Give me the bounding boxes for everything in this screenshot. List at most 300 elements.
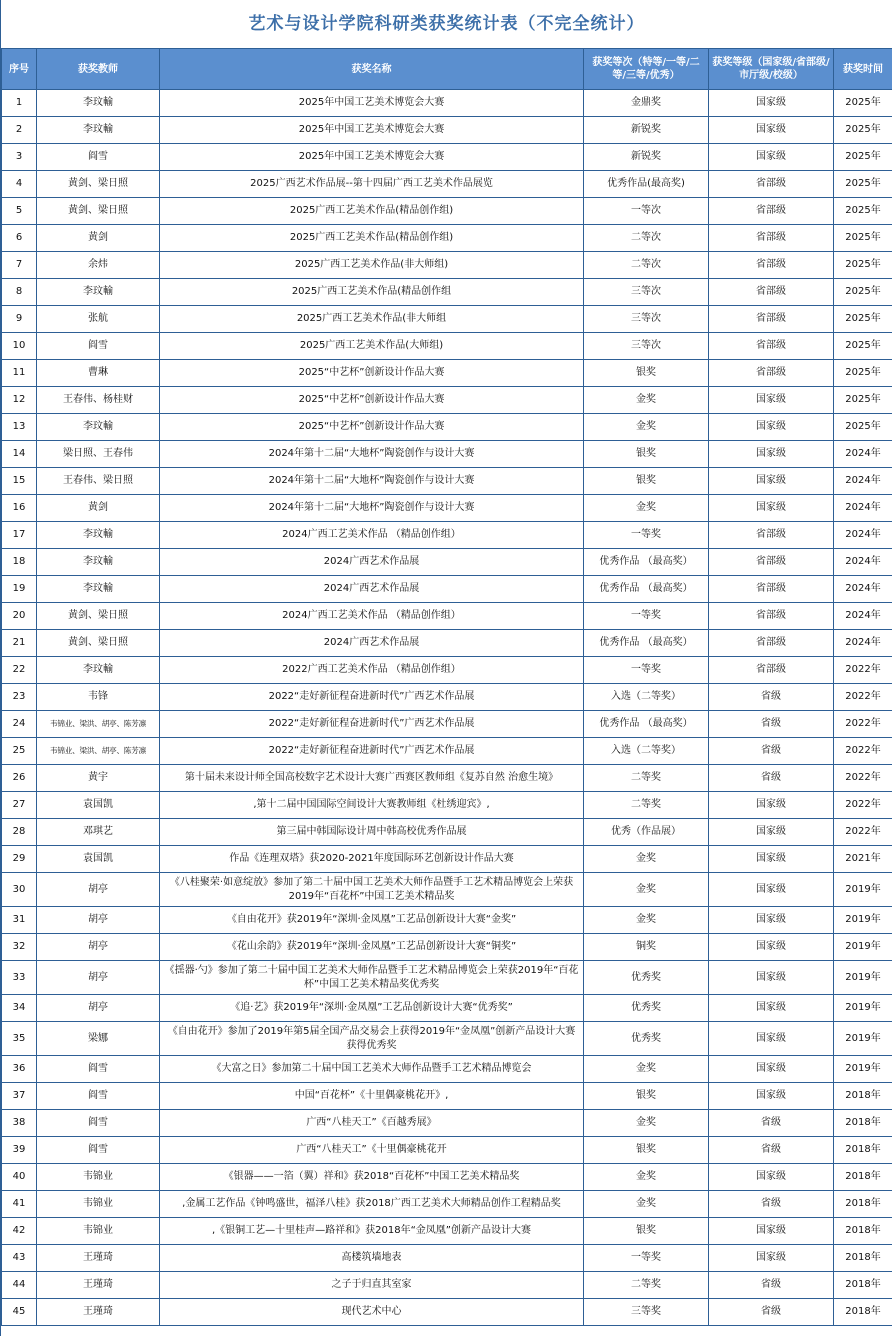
cell-award-year: 2022年: [834, 792, 892, 819]
table-row: [2, 333, 892, 360]
cell-award-rank: 优秀作品(最高奖): [584, 171, 709, 198]
cell-no: 15: [2, 468, 37, 495]
cell-award-level: 省级: [709, 1272, 834, 1299]
cell-award-rank: 金奖: [584, 1164, 709, 1191]
cell-no: 28: [2, 819, 37, 846]
cell-award-year: 2022年: [834, 684, 892, 711]
cell-award-name: 2025“中艺杯”创新设计作品大赛: [160, 387, 584, 414]
cell-award-rank: 金奖: [584, 414, 709, 441]
table-row: [2, 792, 892, 819]
cell-award-level: 国家级: [709, 934, 834, 961]
cell-teacher: 王瑾琦: [37, 1245, 160, 1272]
table-row: [2, 1083, 892, 1110]
cell-award-year: 2025年: [834, 252, 892, 279]
table-row: [2, 576, 892, 603]
cell-no: 22: [2, 657, 37, 684]
cell-award-name: 高楼筑墙地表: [160, 1245, 584, 1272]
cell-award-rank: 入选（二等奖）: [584, 738, 709, 765]
cell-award-year: 2018年: [834, 1164, 892, 1191]
table-row: [2, 171, 892, 198]
table-row: [2, 522, 892, 549]
cell-award-level: 国家级: [709, 846, 834, 873]
cell-no: 23: [2, 684, 37, 711]
cell-no: 35: [2, 1022, 37, 1056]
table-row: [2, 907, 892, 934]
cell-award-name: 《八桂聚荣·如意绽放》参加了第二十届中国工艺美术大师作品暨手工艺术精品博览会上荣获2019年“百花杯”中国工艺美术精品奖: [160, 873, 584, 907]
cell-teacher: 韦锦业: [37, 1218, 160, 1245]
cell-award-name: 2022“走好新征程奋进新时代”广西艺术作品展: [160, 711, 584, 738]
cell-award-name: 《揺器·勺》参加了第二十届中国工艺美术大师作品暨手工艺术精品博览会上荣获2019年“百花杯”中国工艺美术精品奖优秀奖: [160, 961, 584, 995]
cell-teacher: 李玟輸: [37, 549, 160, 576]
cell-award-level: 国家级: [709, 819, 834, 846]
cell-award-year: 2019年: [834, 995, 892, 1022]
cell-award-rank: 银奖: [584, 1137, 709, 1164]
cell-teacher: 韦锋: [37, 684, 160, 711]
cell-teacher: 阎雪: [37, 144, 160, 171]
cell-award-year: 2025年: [834, 198, 892, 225]
cell-teacher: 阎雪: [37, 1137, 160, 1164]
cell-no: 39: [2, 1137, 37, 1164]
cell-award-year: 2019年: [834, 934, 892, 961]
cell-teacher: 胡亭: [37, 934, 160, 961]
cell-award-name: 2025“中艺杯”创新设计作品大赛: [160, 414, 584, 441]
cell-award-rank: 三等次: [584, 306, 709, 333]
cell-no: 44: [2, 1272, 37, 1299]
table-row: [2, 1056, 892, 1083]
cell-teacher: 梁娜: [37, 1022, 160, 1056]
table-row: [2, 414, 892, 441]
cell-teacher: 胡亭: [37, 907, 160, 934]
cell-award-year: 2024年: [834, 630, 892, 657]
cell-award-name: 2025广西工艺美术作品(大师组): [160, 333, 584, 360]
cell-award-rank: 银奖: [584, 1218, 709, 1245]
cell-teacher: 袁国凯: [37, 792, 160, 819]
cell-teacher: 曹琳: [37, 360, 160, 387]
cell-award-name: 2022“走好新征程奋进新时代”广西艺术作品展: [160, 684, 584, 711]
cell-award-name: 2024广西工艺美术作品 （精品创作组）: [160, 522, 584, 549]
cell-award-year: 2024年: [834, 441, 892, 468]
cell-teacher: 黄剑: [37, 225, 160, 252]
table-row: [2, 1022, 892, 1056]
cell-award-level: 国家级: [709, 1056, 834, 1083]
cell-teacher: 胡亭: [37, 995, 160, 1022]
cell-no: 26: [2, 765, 37, 792]
cell-teacher: 阎雪: [37, 1110, 160, 1137]
cell-award-name: 2025广西工艺美术作品(非大师组): [160, 252, 584, 279]
cell-award-level: 国家级: [709, 441, 834, 468]
cell-award-name: 2025年中国工艺美术博览会大赛: [160, 144, 584, 171]
cell-award-name: 2022“走好新征程奋进新时代”广西艺术作品展: [160, 738, 584, 765]
cell-award-rank: 金奖: [584, 1110, 709, 1137]
cell-no: 33: [2, 961, 37, 995]
cell-award-rank: 银奖: [584, 360, 709, 387]
cell-no: 12: [2, 387, 37, 414]
cell-award-level: 省部级: [709, 198, 834, 225]
cell-teacher: 阎雪: [37, 333, 160, 360]
table-row: [2, 225, 892, 252]
cell-award-year: 2022年: [834, 819, 892, 846]
cell-no: 32: [2, 934, 37, 961]
cell-award-rank: 金奖: [584, 1191, 709, 1218]
cell-award-year: 2024年: [834, 549, 892, 576]
table-row: [2, 1245, 892, 1272]
cell-teacher: 黄剑、梁日照: [37, 630, 160, 657]
cell-award-name: 2024广西工艺美术作品 （精品创作组）: [160, 603, 584, 630]
table-row: [2, 846, 892, 873]
cell-award-level: 省部级: [709, 333, 834, 360]
cell-award-name: 《花山余韵》获2019年“深圳·金凤凰”工艺品创新设计大赛“铜奖”: [160, 934, 584, 961]
cell-award-year: 2024年: [834, 576, 892, 603]
cell-award-rank: 一等次: [584, 198, 709, 225]
cell-award-rank: 银奖: [584, 468, 709, 495]
cell-teacher: 黄宇: [37, 765, 160, 792]
cell-teacher: 李玟輸: [37, 90, 160, 117]
table-row: [2, 387, 892, 414]
cell-no: 1: [2, 90, 37, 117]
cell-award-rank: 金奖: [584, 495, 709, 522]
cell-teacher: 王瑾琦: [37, 1299, 160, 1326]
cell-award-level: 省部级: [709, 225, 834, 252]
cell-no: 31: [2, 907, 37, 934]
cell-teacher: 李玟輸: [37, 414, 160, 441]
cell-no: 6: [2, 225, 37, 252]
cell-award-name: 广西“八桂天工”《十里偶豪桃花开: [160, 1137, 584, 1164]
cell-award-level: 国家级: [709, 90, 834, 117]
cell-award-level: 国家级: [709, 907, 834, 934]
table-row: [2, 961, 892, 995]
cell-award-name: 《自由花开》获2019年“深圳·金凤凰”工艺品创新设计大赛“金奖”: [160, 907, 584, 934]
cell-award-level: 省部级: [709, 252, 834, 279]
cell-no: 21: [2, 630, 37, 657]
cell-award-rank: 一等奖: [584, 603, 709, 630]
cell-no: 43: [2, 1245, 37, 1272]
cell-teacher: 韦锦业、梁洪、胡亭、陈芳凛: [37, 738, 160, 765]
cell-award-level: 国家级: [709, 495, 834, 522]
cell-award-rank: 优秀奖: [584, 1022, 709, 1056]
cell-award-rank: 优秀作品 （最高奖）: [584, 576, 709, 603]
cell-no: 3: [2, 144, 37, 171]
cell-teacher: 黄剑、梁日照: [37, 198, 160, 225]
cell-teacher: 韦锦业、梁洪、胡亭、陈芳凛: [37, 711, 160, 738]
cell-award-year: 2018年: [834, 1299, 892, 1326]
cell-award-rank: 二等奖: [584, 765, 709, 792]
table-row: [2, 684, 892, 711]
cell-award-name: 《自由花开》参加了2019年第5届全国产品交易会上获得2019年“金凤凰”创新产品设计大赛获得优秀奖: [160, 1022, 584, 1056]
table-row: [2, 360, 892, 387]
cell-award-year: 2022年: [834, 657, 892, 684]
cell-award-name: 第三届中韩国际设计周中韩高校优秀作品展: [160, 819, 584, 846]
cell-award-level: 省级: [709, 1191, 834, 1218]
cell-no: 2: [2, 117, 37, 144]
cell-award-name: 2024年第十二届“大地杯”陶瓷创作与设计大赛: [160, 468, 584, 495]
cell-award-name: 中国“百花杯”《十里偶豪桃花开》,: [160, 1083, 584, 1110]
cell-award-year: 2025年: [834, 225, 892, 252]
cell-award-level: 国家级: [709, 1022, 834, 1056]
cell-award-level: 省部级: [709, 171, 834, 198]
cell-award-level: 国家级: [709, 792, 834, 819]
cell-award-level: 国家级: [709, 1245, 834, 1272]
cell-award-year: 2024年: [834, 468, 892, 495]
cell-award-rank: 二等次: [584, 252, 709, 279]
cell-award-rank: 优秀奖: [584, 995, 709, 1022]
cell-award-level: 省级: [709, 1299, 834, 1326]
cell-teacher: 梁日照、王春伟: [37, 441, 160, 468]
cell-no: 36: [2, 1056, 37, 1083]
sheet-title: 艺术与设计学院科研类获奖统计表（不完全统计）: [248, 14, 645, 34]
column-header-award-level: 获奖等级（国家级/省部级/市厅级/校级）: [709, 49, 834, 90]
cell-no: 30: [2, 873, 37, 907]
cell-no: 29: [2, 846, 37, 873]
table-row: [2, 711, 892, 738]
table-row: [2, 995, 892, 1022]
column-header-award-rank: 获奖等次（特等/一等/二等/三等/优秀）: [584, 49, 709, 90]
cell-no: 11: [2, 360, 37, 387]
cell-no: 20: [2, 603, 37, 630]
cell-no: 14: [2, 441, 37, 468]
table-row: [2, 198, 892, 225]
cell-award-rank: 金奖: [584, 387, 709, 414]
cell-award-name: 《大富之日》参加第二十届中国工艺美术大师作品暨手工艺术精品博览会: [160, 1056, 584, 1083]
cell-award-rank: 二等奖: [584, 792, 709, 819]
cell-teacher: 王瑾琦: [37, 1272, 160, 1299]
cell-award-level: 省级: [709, 765, 834, 792]
cell-award-rank: 一等奖: [584, 1245, 709, 1272]
table-row: [2, 549, 892, 576]
cell-award-name: ,《银铜工艺—十里桂声—路祥和》获2018年“金凤凰”创新产品设计大赛: [160, 1218, 584, 1245]
cell-award-rank: 金鼎奖: [584, 90, 709, 117]
column-header-no: 序号: [2, 49, 37, 90]
cell-award-year: 2024年: [834, 495, 892, 522]
cell-teacher: 胡亭: [37, 961, 160, 995]
cell-award-rank: 一等奖: [584, 657, 709, 684]
cell-teacher: 余炜: [37, 252, 160, 279]
table-row: [2, 1137, 892, 1164]
cell-award-name: 2025“中艺杯”创新设计作品大赛: [160, 360, 584, 387]
table-row: [2, 495, 892, 522]
cell-award-name: 2025广西工艺美术作品(精品创作组): [160, 198, 584, 225]
cell-no: 41: [2, 1191, 37, 1218]
cell-award-rank: 三等次: [584, 333, 709, 360]
cell-award-rank: 一等奖: [584, 522, 709, 549]
cell-award-level: 省部级: [709, 522, 834, 549]
cell-teacher: 黄剑、梁日照: [37, 603, 160, 630]
cell-award-name: 《追·艺》获2019年“深圳·金凤凰”工艺品创新设计大赛“优秀奖”: [160, 995, 584, 1022]
table-row: [2, 873, 892, 907]
cell-award-year: 2019年: [834, 1056, 892, 1083]
cell-award-year: 2025年: [834, 387, 892, 414]
cell-award-level: 国家级: [709, 995, 834, 1022]
cell-award-rank: 优秀作品 （最高奖）: [584, 630, 709, 657]
cell-award-rank: 优秀作品 （最高奖）: [584, 549, 709, 576]
cell-award-level: 省级: [709, 684, 834, 711]
cell-no: 37: [2, 1083, 37, 1110]
cell-award-rank: 新锐奖: [584, 117, 709, 144]
cell-teacher: 阎雪: [37, 1083, 160, 1110]
cell-award-year: 2018年: [834, 1272, 892, 1299]
cell-teacher: 王春伟、杨桂财: [37, 387, 160, 414]
cell-teacher: 黄剑: [37, 495, 160, 522]
table-row: [2, 1164, 892, 1191]
cell-award-rank: 金奖: [584, 1056, 709, 1083]
table-row: [2, 738, 892, 765]
cell-award-year: 2024年: [834, 522, 892, 549]
column-header-award-year: 获奖时间: [834, 49, 892, 90]
cell-award-year: 2025年: [834, 117, 892, 144]
cell-no: 25: [2, 738, 37, 765]
cell-award-rank: 优秀奖: [584, 961, 709, 995]
cell-no: 38: [2, 1110, 37, 1137]
cell-award-name: 作品《连理双塔》获2020-2021年度国际环艺创新设计作品大赛: [160, 846, 584, 873]
cell-no: 9: [2, 306, 37, 333]
cell-award-level: 省级: [709, 738, 834, 765]
cell-award-name: ,金属工艺作品《钟鸣盛世，福泽八桂》获2018广西工艺美术大师精品创作工程精品奖: [160, 1191, 584, 1218]
cell-award-level: 省部级: [709, 279, 834, 306]
cell-award-name: 2024年第十二届“大地杯”陶瓷创作与设计大赛: [160, 441, 584, 468]
table-row: [2, 1272, 892, 1299]
cell-award-level: 国家级: [709, 1083, 834, 1110]
cell-teacher: 阎雪: [37, 1056, 160, 1083]
cell-award-level: 省部级: [709, 630, 834, 657]
cell-award-name: 现代艺术中心: [160, 1299, 584, 1326]
cell-award-year: 2025年: [834, 306, 892, 333]
cell-award-year: 2025年: [834, 144, 892, 171]
cell-award-level: 省部级: [709, 549, 834, 576]
cell-award-name: 2022广西工艺美术作品 （精品创作组）: [160, 657, 584, 684]
table-row: [2, 90, 892, 117]
cell-teacher: 李玟輸: [37, 522, 160, 549]
table-row: [2, 819, 892, 846]
cell-no: 45: [2, 1299, 37, 1326]
cell-award-level: 国家级: [709, 117, 834, 144]
cell-award-rank: 金奖: [584, 907, 709, 934]
cell-no: 17: [2, 522, 37, 549]
cell-award-year: 2025年: [834, 414, 892, 441]
cell-award-level: 国家级: [709, 1218, 834, 1245]
cell-award-name: 2024广西艺术作品展: [160, 630, 584, 657]
table-row: [2, 765, 892, 792]
cell-award-year: 2018年: [834, 1218, 892, 1245]
cell-award-level: 国家级: [709, 468, 834, 495]
cell-award-rank: 银奖: [584, 1083, 709, 1110]
cell-no: 42: [2, 1218, 37, 1245]
award-table: [1, 48, 892, 1326]
cell-award-year: 2018年: [834, 1137, 892, 1164]
table-row: [2, 117, 892, 144]
cell-award-level: 省部级: [709, 603, 834, 630]
cell-award-rank: 金奖: [584, 873, 709, 907]
cell-award-year: 2018年: [834, 1110, 892, 1137]
cell-award-year: 2018年: [834, 1245, 892, 1272]
cell-award-level: 省部级: [709, 360, 834, 387]
cell-teacher: 李玟輸: [37, 117, 160, 144]
cell-teacher: 袁国凯: [37, 846, 160, 873]
cell-award-year: 2022年: [834, 711, 892, 738]
table-row: [2, 657, 892, 684]
header-row: [2, 49, 892, 90]
table-row: [2, 630, 892, 657]
cell-teacher: 李玟輸: [37, 279, 160, 306]
cell-award-year: 2019年: [834, 873, 892, 907]
cell-teacher: 李玟輸: [37, 576, 160, 603]
table-row: [2, 468, 892, 495]
table-body: [2, 90, 892, 1326]
cell-award-rank: 二等次: [584, 225, 709, 252]
cell-award-level: 省部级: [709, 576, 834, 603]
table-row: [2, 934, 892, 961]
column-header-award-name: 获奖名称: [160, 49, 584, 90]
cell-award-level: 省级: [709, 1137, 834, 1164]
cell-award-year: 2025年: [834, 333, 892, 360]
cell-award-year: 2022年: [834, 765, 892, 792]
cell-no: 4: [2, 171, 37, 198]
cell-award-level: 国家级: [709, 144, 834, 171]
cell-award-name: 2025年中国工艺美术博览会大赛: [160, 117, 584, 144]
cell-award-level: 省部级: [709, 306, 834, 333]
column-header-teacher: 获奖教师: [37, 49, 160, 90]
cell-award-level: 国家级: [709, 873, 834, 907]
cell-award-name: ,第十二届中国国际空间设计大赛教师组《杜绣迎宾》,: [160, 792, 584, 819]
cell-no: 16: [2, 495, 37, 522]
table-row: [2, 252, 892, 279]
cell-award-name: 2025广西工艺美术作品(精品创作组): [160, 225, 584, 252]
cell-award-year: 2019年: [834, 961, 892, 995]
cell-award-year: 2018年: [834, 1191, 892, 1218]
table-row: [2, 1299, 892, 1326]
cell-no: 10: [2, 333, 37, 360]
cell-no: 18: [2, 549, 37, 576]
cell-award-year: 2018年: [834, 1083, 892, 1110]
cell-award-level: 省部级: [709, 657, 834, 684]
table-row: [2, 1110, 892, 1137]
cell-award-level: 国家级: [709, 1164, 834, 1191]
cell-teacher: 王春伟、梁日照: [37, 468, 160, 495]
cell-award-level: 省级: [709, 1110, 834, 1137]
cell-no: 13: [2, 414, 37, 441]
cell-no: 7: [2, 252, 37, 279]
cell-award-name: 2025广西工艺美术作品(精品创作组: [160, 279, 584, 306]
cell-teacher: 韦锦业: [37, 1191, 160, 1218]
cell-award-year: 2019年: [834, 907, 892, 934]
cell-award-rank: 优秀作品 （最高奖）: [584, 711, 709, 738]
cell-award-name: 2025年中国工艺美术博览会大赛: [160, 90, 584, 117]
cell-award-level: 国家级: [709, 387, 834, 414]
cell-award-name: 《银器——一箔（翼）祥和》获2018“百花杯”中国工艺美术精品奖: [160, 1164, 584, 1191]
cell-no: 5: [2, 198, 37, 225]
cell-award-year: 2025年: [834, 360, 892, 387]
cell-award-rank: 三等奖: [584, 1299, 709, 1326]
cell-award-rank: 金奖: [584, 846, 709, 873]
table-row: [2, 144, 892, 171]
cell-award-name: 2024广西艺术作品展: [160, 576, 584, 603]
cell-no: 34: [2, 995, 37, 1022]
table-row: [2, 1191, 892, 1218]
cell-award-rank: 银奖: [584, 441, 709, 468]
cell-award-name: 2024广西艺术作品展: [160, 549, 584, 576]
table-row: [2, 306, 892, 333]
cell-award-name: 2024年第十二届“大地杯”陶瓷创作与设计大赛: [160, 495, 584, 522]
cell-award-rank: 三等次: [584, 279, 709, 306]
cell-award-rank: 铜奖: [584, 934, 709, 961]
table-row: [2, 279, 892, 306]
cell-award-rank: 新锐奖: [584, 144, 709, 171]
cell-award-year: 2022年: [834, 738, 892, 765]
cell-no: 27: [2, 792, 37, 819]
cell-no: 24: [2, 711, 37, 738]
cell-award-year: 2021年: [834, 846, 892, 873]
cell-teacher: 邓琪艺: [37, 819, 160, 846]
cell-award-name: 2025广西工艺美术作品(非大师组: [160, 306, 584, 333]
cell-award-year: 2025年: [834, 90, 892, 117]
